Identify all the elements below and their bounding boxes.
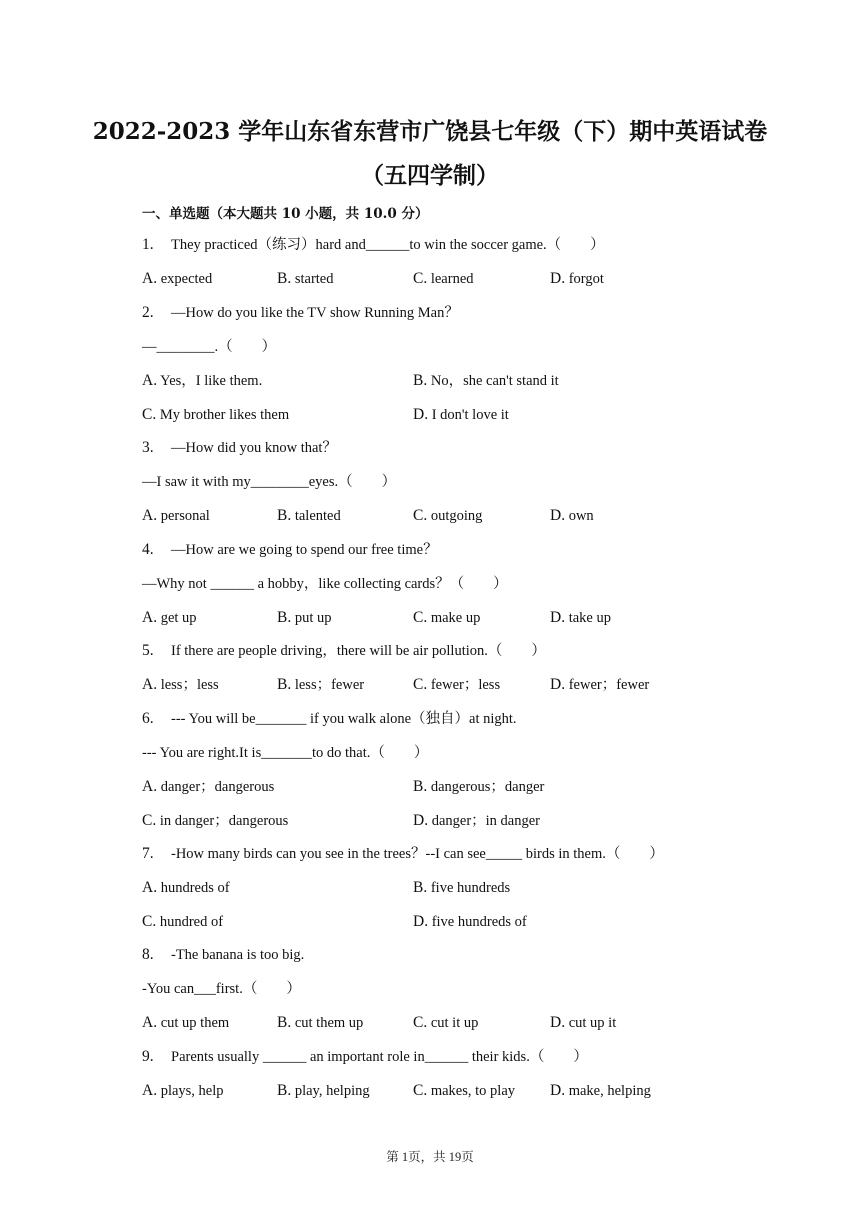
option-letter: A. [142, 507, 158, 524]
option-text: makes, to play [430, 1083, 516, 1099]
question-4-option-a [142, 608, 197, 628]
option-text: forgot [568, 271, 604, 287]
option-letter: B. [277, 507, 292, 524]
question-8-line-1 [142, 945, 304, 965]
question-6-line-2 [142, 743, 428, 763]
option-letter: B. [277, 676, 292, 693]
option-letter: A. [142, 676, 158, 693]
option-text: make up [430, 610, 481, 626]
question-text: —How do you like the TV show Running Man？ [171, 305, 459, 321]
question-1-option-b [277, 269, 334, 289]
option-text: less；less [160, 677, 219, 693]
question-number: 6. [142, 710, 154, 727]
option-letter: B. [413, 778, 428, 795]
option-letter: B. [277, 609, 292, 626]
question-1-option-d [550, 269, 604, 289]
question-2-line-2 [142, 337, 276, 357]
option-text: in danger；dangerous [159, 813, 289, 829]
option-text: five hundreds [430, 880, 511, 896]
page-title: 2022-2023 学年山东省东营市广饶县七年级（下）期中英语试卷 [92, 118, 768, 145]
question-5-option-d [550, 675, 649, 695]
option-letter: A. [142, 270, 158, 287]
option-text: take up [568, 610, 611, 626]
question-text: -You can___first.（ ） [142, 981, 301, 997]
question-6-option-c [142, 811, 288, 831]
option-text: cut it up [430, 1015, 479, 1031]
option-text: outgoing [430, 508, 483, 524]
question-5-line-1 [142, 641, 546, 661]
option-letter: C. [142, 812, 157, 829]
option-letter: C. [142, 406, 157, 423]
question-number: 3. [142, 439, 154, 456]
question-2-option-c [142, 405, 289, 425]
question-7-option-b [413, 878, 510, 898]
question-9-option-c [413, 1081, 515, 1101]
question-7-line-1 [142, 844, 664, 864]
page-subtitle: （五四学制） [361, 162, 499, 189]
question-text: They practiced（练习）hard and______to win the soccer game.（ ） [171, 237, 605, 253]
question-number: 1. [142, 236, 154, 253]
question-9-option-b [277, 1081, 370, 1101]
question-1-line-1 [142, 235, 605, 255]
option-letter: A. [142, 1014, 158, 1031]
option-text: danger；in danger [431, 813, 541, 829]
option-letter: B. [413, 879, 428, 896]
question-3-option-c [413, 506, 482, 526]
question-3-option-d [550, 506, 594, 526]
option-letter: B. [277, 1014, 292, 1031]
option-text: put up [294, 610, 332, 626]
question-1-option-a [142, 269, 212, 289]
question-number: 9. [142, 1048, 154, 1065]
question-text: —How are we going to spend our free time？ [171, 542, 438, 558]
question-3-option-b [277, 506, 341, 526]
option-text: plays, help [160, 1083, 224, 1099]
option-letter: D. [550, 676, 566, 693]
question-8-option-b [277, 1013, 363, 1033]
option-letter: C. [413, 1082, 428, 1099]
option-text: fewer；fewer [568, 677, 650, 693]
question-text: --- You will be_______ if you walk alone（独自）at night. [171, 711, 517, 727]
question-text: —Why not ______ a hobby，like collecting cards？（ ） [142, 576, 508, 592]
option-text: play, helping [294, 1083, 370, 1099]
question-text: Parents usually ______ an important role in______ their kids.（ ） [171, 1049, 588, 1065]
option-text: hundred of [159, 914, 224, 930]
question-8-line-2 [142, 979, 301, 999]
question-text: —________.（ ） [142, 339, 277, 355]
question-text: -How many birds can you see in the trees？--I can see_____ birds in them.（ ） [171, 846, 664, 862]
option-letter: D. [550, 609, 566, 626]
question-text: —How did you know that？ [171, 440, 337, 456]
option-letter: A. [142, 609, 158, 626]
option-letter: D. [413, 406, 429, 423]
question-6-option-d [413, 811, 540, 831]
question-2-option-a [142, 371, 262, 391]
question-4-line-2 [142, 574, 508, 594]
option-text: less；fewer [294, 677, 365, 693]
page-footer: 第 1页，共 19页 [386, 1150, 474, 1164]
question-8-option-d [550, 1013, 616, 1033]
question-5-option-b [277, 675, 364, 695]
question-text: —I saw it with my________eyes.（ ） [142, 474, 397, 490]
question-5-option-a [142, 675, 219, 695]
option-text: talented [294, 508, 341, 524]
option-text: I don't love it [431, 407, 509, 423]
question-3-line-2 [142, 472, 396, 492]
question-4-line-1 [142, 540, 438, 560]
option-text: Yes，I like them. [160, 373, 263, 389]
option-letter: D. [413, 812, 429, 829]
question-4-option-d [550, 608, 611, 628]
option-text: cut up them [160, 1015, 230, 1031]
option-letter: A. [142, 778, 158, 795]
option-letter: C. [413, 270, 428, 287]
option-text: fewer；less [430, 677, 501, 693]
question-3-line-1 [142, 438, 337, 458]
option-text: No，she can't stand it [430, 373, 559, 389]
question-number: 7. [142, 845, 154, 862]
question-9-option-a [142, 1081, 224, 1101]
option-letter: C. [413, 676, 428, 693]
question-5-option-c [413, 675, 500, 695]
question-7-option-a [142, 878, 230, 898]
option-text: personal [160, 508, 210, 524]
option-text: get up [160, 610, 197, 626]
question-number: 2. [142, 304, 154, 321]
option-text: cut up it [568, 1015, 617, 1031]
option-letter: C. [413, 1014, 428, 1031]
question-number: 8. [142, 946, 154, 963]
question-2-line-1 [142, 303, 459, 323]
question-2-option-b [413, 371, 559, 391]
option-letter: B. [277, 1082, 292, 1099]
question-1-option-c [413, 269, 474, 289]
question-3-option-a [142, 506, 210, 526]
option-text: danger；dangerous [160, 779, 275, 795]
option-text: own [568, 508, 594, 524]
question-4-option-c [413, 608, 480, 628]
option-letter: C. [142, 913, 157, 930]
question-9-line-1 [142, 1047, 588, 1067]
question-8-option-c [413, 1013, 478, 1033]
question-number: 4. [142, 541, 154, 558]
option-letter: A. [142, 1082, 158, 1099]
question-7-option-d [413, 912, 527, 932]
option-letter: D. [413, 913, 429, 930]
option-text: dangerous；danger [430, 779, 545, 795]
question-6-option-a [142, 777, 274, 797]
option-letter: A. [142, 879, 158, 896]
question-number: 5. [142, 642, 154, 659]
option-text: learned [430, 271, 474, 287]
question-6-option-b [413, 777, 544, 797]
option-letter: D. [550, 1014, 566, 1031]
option-text: hundreds of [160, 880, 230, 896]
option-letter: C. [413, 507, 428, 524]
option-letter: B. [277, 270, 292, 287]
option-letter: D. [550, 270, 566, 287]
question-7-option-c [142, 912, 223, 932]
option-letter: D. [550, 1082, 566, 1099]
section-heading: 一、单选题（本大题共 10 小题，共 10.0 分） [142, 206, 429, 222]
question-text: If there are people driving，there will be air pollution.（ ） [171, 643, 546, 659]
option-text: My brother likes them [159, 407, 290, 423]
option-letter: D. [550, 507, 566, 524]
option-text: five hundreds of [431, 914, 527, 930]
question-6-line-1 [142, 709, 517, 729]
option-letter: C. [413, 609, 428, 626]
option-text: cut them up [294, 1015, 364, 1031]
question-text: --- You are right.It is_______to do that.（ ） [142, 745, 429, 761]
question-2-option-d [413, 405, 509, 425]
question-text: -The banana is too big. [171, 947, 305, 963]
question-9-option-d [550, 1081, 651, 1101]
option-text: expected [160, 271, 213, 287]
option-letter: A. [142, 372, 158, 389]
question-8-option-a [142, 1013, 229, 1033]
option-text: make, helping [568, 1083, 651, 1099]
question-4-option-b [277, 608, 332, 628]
option-letter: B. [413, 372, 428, 389]
option-text: started [294, 271, 334, 287]
